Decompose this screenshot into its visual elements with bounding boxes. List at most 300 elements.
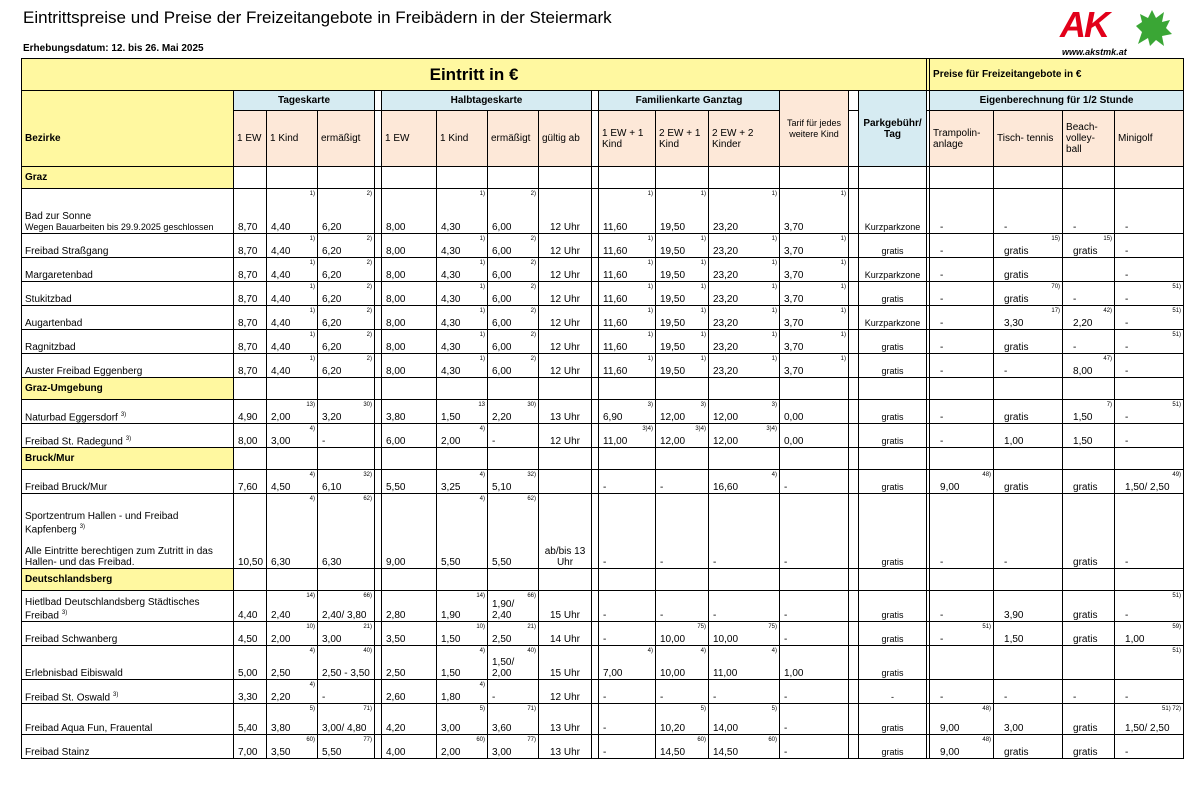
price-value: 8,70 xyxy=(238,366,258,377)
section-spacer xyxy=(375,167,382,189)
price-cell xyxy=(780,354,849,378)
price-value: - xyxy=(940,318,944,329)
price-cell xyxy=(539,704,592,735)
footnote-ref: 71) xyxy=(527,706,536,712)
footnote-ref: 60) xyxy=(697,737,706,743)
price-cell xyxy=(539,189,592,234)
price-cell xyxy=(930,234,994,258)
price-value: 4,30 xyxy=(441,270,461,281)
gap xyxy=(375,111,382,167)
section-spacer xyxy=(859,378,927,400)
price-value: - xyxy=(1004,557,1008,568)
price-cell xyxy=(1063,735,1115,759)
eintritt-header: Eintritt in € xyxy=(22,59,927,91)
price-cell xyxy=(267,282,318,306)
bath-name-cell xyxy=(22,330,234,354)
footnote-ref: 40) xyxy=(527,648,536,654)
section-spacer xyxy=(930,569,994,591)
footnote-ref: 13 xyxy=(478,402,485,408)
footnote-ref: 48) xyxy=(982,472,992,478)
price-cell xyxy=(599,306,656,330)
section-spacer xyxy=(592,569,599,591)
price-cell xyxy=(437,494,488,569)
footnote-ref: 1) xyxy=(647,308,653,314)
price-value: 3,80 xyxy=(386,412,406,423)
price-cell xyxy=(267,646,318,680)
price-value: gratis xyxy=(1073,747,1098,758)
price-value: 11,00 xyxy=(713,668,738,679)
footnote-ref: 3) xyxy=(125,435,132,442)
price-value: 14,50 xyxy=(660,747,686,758)
price-cell xyxy=(267,622,318,646)
footnote-ref: 2) xyxy=(530,284,536,290)
gap xyxy=(849,704,859,735)
price-value: - xyxy=(1125,270,1129,281)
bath-name: Freibad Straßgang xyxy=(25,246,109,257)
price-cell xyxy=(780,400,849,424)
bath-name-cell xyxy=(22,470,234,494)
price-cell xyxy=(1063,494,1115,569)
price-cell xyxy=(437,258,488,282)
price-cell xyxy=(382,494,437,569)
price-cell xyxy=(859,400,927,424)
price-value: - xyxy=(784,692,788,703)
price-value: 13 Uhr xyxy=(549,723,580,734)
price-cell xyxy=(1063,189,1115,234)
section-spacer xyxy=(599,167,656,189)
price-cell xyxy=(656,494,709,569)
gap xyxy=(592,189,599,234)
gap xyxy=(375,704,382,735)
col-h-1kind: 1 Kind xyxy=(437,111,488,167)
price-value: 4,20 xyxy=(386,723,406,734)
bath-name: Stukitzbad xyxy=(25,294,72,305)
footnote-ref: 1) xyxy=(479,236,485,242)
price-value: 6,00 xyxy=(492,246,512,257)
col-f-d: Tarif für jedes weitere Kind xyxy=(780,91,849,167)
price-cell xyxy=(437,282,488,306)
section-spacer xyxy=(709,167,780,189)
gap xyxy=(849,189,859,234)
price-value: 4,40 xyxy=(271,366,291,377)
price-cell xyxy=(234,189,267,234)
gap xyxy=(592,424,599,448)
price-value: - xyxy=(713,557,717,568)
bath-name-cell xyxy=(22,258,234,282)
price-cell xyxy=(234,646,267,680)
price-value: 12 Uhr xyxy=(549,270,580,281)
footnote-ref: 48) xyxy=(982,706,992,712)
price-value: 4,40 xyxy=(271,294,291,305)
gap xyxy=(849,330,859,354)
price-cell xyxy=(709,680,780,704)
price-value: - xyxy=(1125,692,1129,703)
price-value: 8,70 xyxy=(238,318,258,329)
gap xyxy=(592,400,599,424)
footnote-ref: 51) xyxy=(982,624,992,630)
price-value: 19,50 xyxy=(660,294,686,305)
gap xyxy=(375,680,382,704)
footnote-ref: 1) xyxy=(840,260,846,266)
gap xyxy=(375,646,382,680)
price-cell xyxy=(930,704,994,735)
bath-name: Ragnitzbad xyxy=(25,342,76,353)
price-cell xyxy=(1115,591,1184,622)
price-cell xyxy=(1115,424,1184,448)
footnote-ref: 1) xyxy=(840,284,846,290)
price-cell xyxy=(382,282,437,306)
price-cell xyxy=(437,622,488,646)
section-spacer xyxy=(1115,448,1184,470)
gap xyxy=(592,494,599,569)
price-value: - xyxy=(940,436,944,447)
price-cell xyxy=(234,234,267,258)
price-value: 9,00 xyxy=(940,747,960,758)
table-row xyxy=(22,400,1184,424)
price-cell xyxy=(599,591,656,622)
price-value: gratis xyxy=(881,668,904,678)
price-value: 19,50 xyxy=(660,342,686,353)
price-value: - xyxy=(1073,222,1077,233)
price-cell xyxy=(1115,704,1184,735)
section-spacer xyxy=(930,448,994,470)
footnote-ref: 2) xyxy=(530,191,536,197)
price-value: 14,00 xyxy=(713,723,739,734)
price-value: 9,00 xyxy=(940,482,960,493)
price-value: 3,80 xyxy=(271,723,291,734)
footnote-ref: 13) xyxy=(306,402,315,408)
footnote-ref: 5) xyxy=(700,706,706,712)
price-cell xyxy=(488,234,539,258)
col-t-erm: ermäßigt xyxy=(318,111,375,167)
price-value: 4,30 xyxy=(441,246,461,257)
price-cell xyxy=(780,704,849,735)
price-value: 11,60 xyxy=(603,246,628,257)
gap xyxy=(592,622,599,646)
footnote-ref: 60) xyxy=(306,737,315,743)
price-value: - xyxy=(322,436,326,447)
price-cell xyxy=(267,306,318,330)
price-cell xyxy=(437,591,488,622)
gap xyxy=(592,111,599,167)
price-value: 4,30 xyxy=(441,318,461,329)
price-cell xyxy=(234,330,267,354)
gap xyxy=(592,282,599,306)
bath-name: Sportzentrum Hallen - und Freibad Kapfenberg xyxy=(25,510,179,535)
price-value: - xyxy=(660,692,664,703)
price-value: 5,50 xyxy=(492,557,512,568)
section-header: Graz xyxy=(22,167,234,189)
price-value: - xyxy=(603,482,607,493)
price-cell xyxy=(382,680,437,704)
price-cell xyxy=(656,680,709,704)
footnote-ref: 1) xyxy=(700,308,706,314)
section-spacer xyxy=(994,448,1063,470)
price-value: 6,10 xyxy=(322,482,342,493)
table-row xyxy=(22,591,1184,622)
price-value: 1,50 xyxy=(441,668,461,679)
footnote-ref: 3) xyxy=(771,402,777,408)
gap xyxy=(592,646,599,680)
gap xyxy=(592,591,599,622)
price-value: - xyxy=(940,342,944,353)
footnote-ref: 2) xyxy=(530,308,536,314)
section-spacer xyxy=(599,448,656,470)
price-cell xyxy=(859,306,927,330)
price-cell xyxy=(930,591,994,622)
logo-url: www.akstmk.at xyxy=(1062,47,1127,57)
price-cell xyxy=(709,735,780,759)
price-cell xyxy=(488,258,539,282)
footnote-ref: 32) xyxy=(527,472,536,478)
footnote-ref: 4) xyxy=(479,682,485,688)
price-value: 6,00 xyxy=(492,270,512,281)
price-value: - xyxy=(784,723,788,734)
footnote-ref: 75) xyxy=(768,624,777,630)
price-value: - xyxy=(603,634,607,645)
price-cell xyxy=(656,735,709,759)
price-value: gratis xyxy=(1073,246,1098,257)
footnote-ref: 3) xyxy=(647,402,653,408)
price-cell xyxy=(318,680,375,704)
footnote-ref: 1) xyxy=(479,356,485,362)
price-cell xyxy=(859,494,927,569)
section-spacer xyxy=(994,569,1063,591)
price-cell xyxy=(599,704,656,735)
section-spacer xyxy=(234,378,267,400)
price-cell xyxy=(599,234,656,258)
price-cell xyxy=(1063,470,1115,494)
footnote-ref: 2) xyxy=(530,260,536,266)
price-cell xyxy=(1115,680,1184,704)
footnote-ref: 5) xyxy=(309,706,315,712)
footnote-ref: 42) xyxy=(1103,308,1113,314)
footnote-ref: 1) xyxy=(700,284,706,290)
price-value: 6,30 xyxy=(322,557,342,568)
price-cell xyxy=(930,282,994,306)
price-cell xyxy=(1115,622,1184,646)
price-value: - xyxy=(940,222,944,233)
gap xyxy=(849,234,859,258)
bath-name: Freibad Aqua Fun, Frauental xyxy=(25,723,153,734)
footnote-ref: 1) xyxy=(771,284,777,290)
bezirke-top xyxy=(22,91,234,111)
price-cell xyxy=(382,424,437,448)
price-value: gratis xyxy=(1073,723,1098,734)
section-spacer xyxy=(599,569,656,591)
price-cell xyxy=(382,400,437,424)
col-t-1ew: 1 EW xyxy=(234,111,267,167)
price-cell xyxy=(234,282,267,306)
price-value: 3,00 xyxy=(492,747,512,758)
price-cell xyxy=(539,306,592,330)
price-value: 4,50 xyxy=(238,634,258,645)
price-value: - xyxy=(1125,412,1129,423)
footnote-ref: 3)4) xyxy=(642,426,653,432)
price-value: gratis xyxy=(881,610,904,620)
price-cell xyxy=(930,354,994,378)
price-value: - xyxy=(1073,692,1077,703)
price-value: 4,30 xyxy=(441,342,461,353)
price-cell xyxy=(994,622,1063,646)
price-cell xyxy=(994,189,1063,234)
section-spacer xyxy=(267,569,318,591)
gap xyxy=(849,424,859,448)
price-cell xyxy=(539,622,592,646)
price-value: 11,60 xyxy=(603,222,628,233)
price-cell xyxy=(539,646,592,680)
price-value: 4,50 xyxy=(271,482,291,493)
price-cell xyxy=(780,735,849,759)
price-value: 19,50 xyxy=(660,246,686,257)
price-cell xyxy=(994,591,1063,622)
price-cell xyxy=(382,704,437,735)
price-cell xyxy=(930,258,994,282)
footnote-ref: 1) xyxy=(309,191,315,197)
section-spacer xyxy=(599,378,656,400)
price-cell xyxy=(437,735,488,759)
bath-name: Freibad St. Radegund xyxy=(25,436,123,447)
gap xyxy=(375,282,382,306)
price-value: 3,00/ 4,80 xyxy=(322,723,367,734)
price-value: 2,60 xyxy=(386,692,406,703)
price-cell xyxy=(318,282,375,306)
footnote-ref: 2) xyxy=(530,356,536,362)
price-value: 4,40 xyxy=(271,318,291,329)
footnote-ref: 51) xyxy=(1172,648,1182,654)
price-cell xyxy=(488,424,539,448)
footnote-ref: 5) xyxy=(771,706,777,712)
price-cell xyxy=(318,424,375,448)
gap xyxy=(849,591,859,622)
price-cell xyxy=(994,282,1063,306)
footnote-ref: 1) xyxy=(647,236,653,242)
price-value: gratis xyxy=(1004,342,1029,353)
footnote-ref: 14) xyxy=(476,593,485,599)
price-value: 3,30 xyxy=(1004,318,1024,329)
table-row xyxy=(22,234,1184,258)
footnote-ref: 71) xyxy=(363,706,372,712)
price-cell xyxy=(488,494,539,569)
price-value: 23,20 xyxy=(713,246,739,257)
footnote-ref: 1) xyxy=(479,260,485,266)
price-value: 12 Uhr xyxy=(549,692,580,703)
footnote-ref: 51) xyxy=(1172,593,1182,599)
price-value: 10,50 xyxy=(238,557,264,568)
price-value: - xyxy=(603,557,607,568)
bath-name: Freibad St. Oswald xyxy=(25,692,111,703)
footnote-ref: 1) xyxy=(647,332,653,338)
price-value: - xyxy=(1125,318,1129,329)
price-value: - xyxy=(940,557,944,568)
price-value: gratis xyxy=(1004,482,1029,493)
footnote-ref: 3) xyxy=(113,691,119,698)
price-value: - xyxy=(603,747,607,758)
price-cell xyxy=(656,330,709,354)
price-cell xyxy=(930,646,994,680)
section-spacer xyxy=(656,569,709,591)
price-value: gratis xyxy=(1073,482,1098,493)
footnote-ref: 3) xyxy=(120,411,127,418)
price-cell xyxy=(318,470,375,494)
table-row xyxy=(22,735,1184,759)
price-cell xyxy=(994,424,1063,448)
price-cell xyxy=(1115,646,1184,680)
price-cell xyxy=(437,330,488,354)
price-value: 1,50 xyxy=(441,634,461,645)
col-t-1kind: 1 Kind xyxy=(267,111,318,167)
price-cell xyxy=(234,400,267,424)
price-value: 8,00 xyxy=(386,294,406,305)
price-cell xyxy=(382,622,437,646)
gap xyxy=(592,330,599,354)
table-row xyxy=(22,470,1184,494)
price-value: - xyxy=(660,557,664,568)
price-cell xyxy=(994,470,1063,494)
price-value: 11,60 xyxy=(603,318,628,329)
price-value: - xyxy=(940,366,944,377)
bath-name-cell xyxy=(22,735,234,759)
col-mini: Minigolf xyxy=(1115,111,1184,167)
price-value: 6,90 xyxy=(603,412,623,423)
price-value: 14 Uhr xyxy=(549,634,580,645)
col-tisch: Tisch- tennis xyxy=(994,111,1063,167)
price-value: - xyxy=(492,436,496,447)
price-cell xyxy=(656,234,709,258)
table-row xyxy=(22,494,1184,569)
section-spacer xyxy=(994,378,1063,400)
price-cell xyxy=(318,704,375,735)
price-value: 8,00 xyxy=(386,318,406,329)
section-spacer xyxy=(382,378,437,400)
gap xyxy=(375,330,382,354)
gap xyxy=(375,354,382,378)
price-value: 2,40/ 3,80 xyxy=(322,610,367,621)
section-spacer xyxy=(930,378,994,400)
section-spacer xyxy=(234,569,267,591)
price-cell xyxy=(599,680,656,704)
price-value: 8,00 xyxy=(238,436,258,447)
price-value: 3,90 xyxy=(1004,610,1024,621)
price-cell xyxy=(930,680,994,704)
section-spacer xyxy=(780,569,849,591)
price-cell xyxy=(318,189,375,234)
section-spacer xyxy=(859,569,927,591)
section-spacer xyxy=(1063,378,1115,400)
price-cell xyxy=(930,494,994,569)
price-value: 4,30 xyxy=(441,366,461,377)
price-value: 3,70 xyxy=(784,270,804,281)
price-value: 1,50 xyxy=(441,412,461,423)
price-value: 2,80 xyxy=(386,610,406,621)
price-cell xyxy=(994,704,1063,735)
footnote-ref: 21) xyxy=(363,624,372,630)
section-spacer xyxy=(709,378,780,400)
price-cell xyxy=(656,470,709,494)
price-value: 1,00 xyxy=(1004,436,1024,447)
gap xyxy=(592,258,599,282)
bath-name: Bad zur Sonne xyxy=(25,211,92,222)
col-f-b: 2 EW + 1 Kind xyxy=(656,111,709,167)
price-value: gratis xyxy=(881,747,904,757)
price-value: 1,50/ 2,00 xyxy=(492,657,515,679)
footnote-ref: 62) xyxy=(527,496,536,502)
footnote-ref: 1) xyxy=(647,191,653,197)
price-cell xyxy=(267,470,318,494)
section-spacer xyxy=(780,167,849,189)
bath-note: Alle Eintritte berechtigen zum Zutritt in das Hallen- und das Freibad. xyxy=(25,546,213,568)
price-value: 1,90 xyxy=(441,610,461,621)
